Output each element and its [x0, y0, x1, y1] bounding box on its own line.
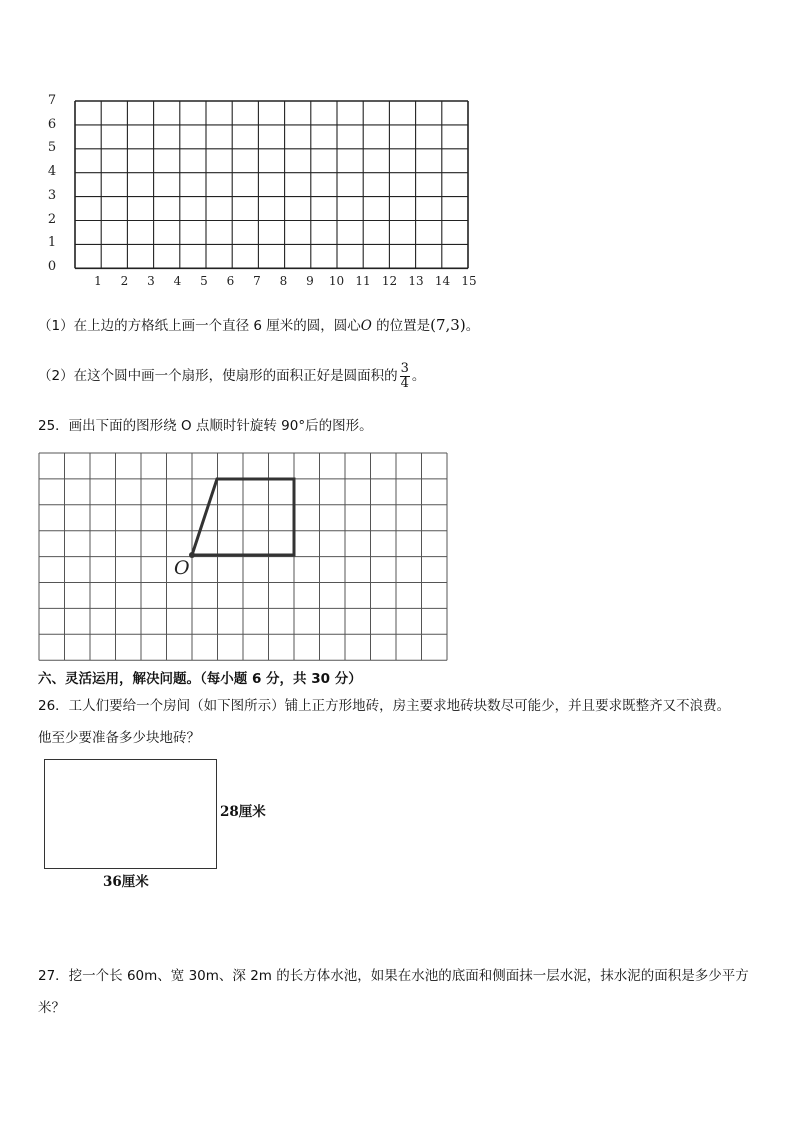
- rotation-center-label: O: [174, 557, 190, 579]
- x-tick-label: 7: [253, 274, 261, 288]
- q24-part2: [38, 358, 425, 394]
- x-tick-label: 12: [381, 274, 398, 288]
- circle-center-coordinate: (7,3): [430, 316, 466, 334]
- x-tick-label: 15: [461, 274, 477, 288]
- x-tick-label: 8: [279, 274, 288, 288]
- y-tick-label: 7: [47, 93, 57, 108]
- fraction-numerator: 3: [400, 360, 409, 376]
- fraction-denominator: 4: [400, 375, 409, 391]
- y-axis-labels: [48, 93, 56, 274]
- x-tick-label: 1: [94, 274, 102, 288]
- q24-part2-prefix: （2）在这个圆中画一个扇形，使扇形的面积正好是圆面积的: [38, 368, 398, 384]
- y-tick-label: 2: [47, 212, 57, 227]
- x-tick-label: 14: [434, 274, 451, 288]
- x-tick-label: 10: [328, 274, 345, 288]
- x-tick-label: 3: [147, 274, 155, 288]
- q26-line1: 26．工人们要给一个房间（如下图所示）铺上正方形地砖，房主要求地砖块数尽可能少，并且要求既整齐又不浪费。: [38, 698, 731, 714]
- q24-part2-suffix: 。: [411, 368, 426, 384]
- y-tick-label: 0: [47, 259, 57, 274]
- rotation-grid: [38, 450, 450, 662]
- x-tick-label: 4: [173, 274, 182, 288]
- q24-part1-suffix: 。: [465, 318, 480, 334]
- x-tick-label: 6: [226, 274, 235, 288]
- grid-lines: [39, 453, 447, 660]
- room-rectangle: [44, 759, 217, 869]
- fraction-three-quarters: [400, 362, 410, 391]
- q25-question: 25．画出下面的图形绕 O 点顺时针旋转 90°后的图形。: [38, 418, 373, 434]
- q27-line2: 米？: [38, 1000, 65, 1016]
- x-tick-label: 5: [200, 274, 208, 288]
- y-tick-label: 6: [47, 117, 57, 132]
- q27-line1: 27．挖一个长 60m、宽 30m、深 2m 的长方体水池，如果在水池的底面和侧面抹一层水泥，抹水泥的面积是多少平方: [38, 968, 749, 984]
- q26-line2: 他至少要准备多少块地砖？: [38, 730, 200, 746]
- x-tick-label: 9: [306, 274, 314, 288]
- y-tick-label: 3: [47, 188, 57, 203]
- q24-part1-mid: 的位置是: [371, 318, 431, 334]
- x-axis-labels: [94, 274, 476, 288]
- y-tick-label: 4: [47, 164, 57, 179]
- y-tick-label: 1: [47, 235, 57, 250]
- x-tick-label: 13: [408, 274, 424, 288]
- section-6-heading: 六、灵活运用，解决问题。（每小题 6 分，共 30 分）: [38, 671, 362, 687]
- x-tick-label: 11: [355, 274, 371, 288]
- q24-part1: [38, 316, 479, 335]
- room-width-label: 36厘米: [103, 874, 149, 890]
- rotation-center-point: [189, 552, 195, 558]
- circle-center-variable: O: [360, 318, 372, 334]
- x-tick-label: 2: [120, 274, 129, 288]
- q24-part1-prefix: （1）在上边的方格纸上画一个直径 6 厘米的圆，圆心: [38, 318, 361, 334]
- y-tick-label: 5: [47, 140, 57, 155]
- room-height-label: 28厘米: [220, 804, 266, 820]
- grid-lines: [75, 101, 468, 268]
- coordinate-grid: [40, 88, 490, 293]
